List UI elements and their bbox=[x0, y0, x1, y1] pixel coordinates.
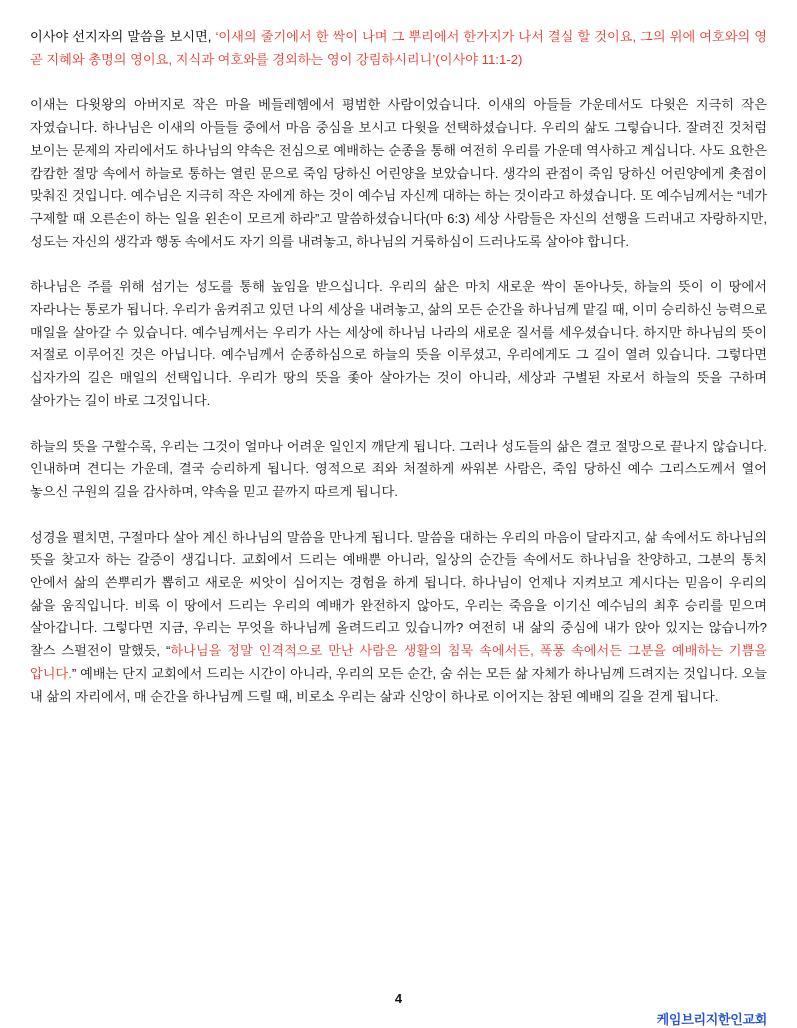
paragraph-scripture bbox=[30, 26, 767, 71]
paragraph-body-4-text-after: ” 예배는 단지 교회에서 드리는 시간이 아니라, 우리의 모든 순간, 숨 쉬는 모든 삶 자체가 하나님께 드려지는 것입니다. 오늘 내 삶의 자리에서, 매 순간을 하나님께 드릴 때, 비로소 우리는 삶과 신앙이 하나로 이어지는 참된 예배의 길을 걷게 됩니다. bbox=[30, 665, 767, 704]
page-number: 4 bbox=[394, 991, 403, 1006]
paragraph-body-1: 이새는 다윗왕의 아버지로 작은 마을 베들레헴에서 평범한 사람이었습니다. 이새의 아들들 가운데서도 다윗은 지극히 작은 자였습니다. 하나님은 이새의 아들들 중에서 마음 중심을 보시고 다윗을 선택하셨습니다. 우리의 삶도 그렇습니다. 잘려진 것처럼 보이는 문제의 자리에서도 하나님의 약속은 전심으로 예배하는 순종을 통해 여전히 우리를 가운데 역사하고 계십니다. 사도 요한은 캄캄한 절망 속에서 하늘로 통하는 열린 문으로 죽임 당하신 어린양을 보았습니다. 생각의 관점이 죽임 당하신 어린양에게 촛점이 맞춰진 것입니다. 예수님은 지극히 작은 자에게 하는 것이 예수님 자신께 대하는 하는 것이라고 하셨습니다. 또 예수님께서는 “네가 구제할 때 오른손이 하는 일을 왼손이 모르게 하라”고 말씀하셨습니다(마 6:3) 세상 사람들은 자신의 선행을 드러내고 자랑하지만, 성도는 자신의 생각과 행동 속에서도 자기 의를 내려놓고, 하나님의 거룩하심이 드러나도록 살아야 합니다. bbox=[30, 97, 767, 249]
paragraph-body-3: 하늘의 뜻을 구할수록, 우리는 그것이 얼마나 어려운 일인지 깨닫게 됩니다. 그러나 성도들의 삶은 결코 절망으로 끝나지 않습니다. 인내하며 견디는 가운데, 결국 승리하게 됩니다. 영적으로 죄와 처절하게 싸워본 사람은, 죽임 당하신 예수 그리스도께서 열어 놓으신 구원의 길을 감사하며, 약속을 믿고 끝까지 따르게 됩니다. bbox=[30, 438, 767, 499]
scripture-lead-text: 이사야 선지자의 말씀을 보시면, bbox=[30, 29, 216, 44]
paragraph-body-4-text-before: 성경을 펼치면, 구절마다 살아 계신 하나님의 말씀을 만나게 됩니다. 말씀을 대하는 우리의 마음이 달라지고, 삶 속에서도 하나님의 뜻을 찾고자 하는 갈증이 생깁니다. 교회에서 드리는 예배뿐 아니라, 일상의 순간들 속에서도 하나님을 찬양하고, 그분의 통치 안에서 삶의 쓴뿌리가 뽑히고 새로운 씨앗이 심어지는 경험을 하게 됩니다. 하나님이 언제나 지켜보고 계시다는 믿음이 우리의 삶을 움직입니다. 비록 이 땅에서 드리는 우리의 예배가 완전하지 않아도, 우리는 죽음을 이기신 예수님의 최후 승리를 믿으며 살아갑니다. 그렇다면 지금, 우리는 무엇을 하나님께 올려드리고 있습니까? 여전히 내 삶의 중심에 내가 앉아 있지는 않습니까? 찰스 스펄전이 말했듯, “ bbox=[30, 529, 767, 659]
church-name: 케임브리지한인교회 bbox=[656, 1012, 767, 1027]
paragraph-body-2: 하나님은 주를 위해 섬기는 성도를 통해 높임을 받으십니다. 우리의 삶은 마치 새로운 싹이 돋아나듯, 하늘의 뜻이 이 땅에서 자라나는 통로가 됩니다. 우리가 움켜쥐고 있던 나의 세상을 내려놓고, 삶의 모든 순간을 하나님께 맡길 때, 이미 승리하신 능력으로 매일을 살아갈 수 있습니다. 예수님께서는 우리가 사는 세상에 하나님 나라의 새로운 질서를 세우셨습니다. 하지만 하나님의 뜻이 저절로 이루어진 것은 아닙니다. 예수님께서 순종하심으로 하늘의 뜻을 이루셨고, 우리에게도 그 길이 열려 있습니다. 그렇다면 십자가의 길은 매일의 선택입니다. 우리가 땅의 뜻을 좇아 살아가는 것이 아니라, 세상과 구별된 자로서 하늘의 뜻을 구하며 살아가는 길이 바로 그것입니다. bbox=[30, 279, 767, 408]
spurgeon-quote-text: 하나님을 정말 인격적으로 만난 사람은 생활의 침묵 속에서든, 폭풍 속에서든 그분을 예배하는 기쁨을 압니다. bbox=[30, 643, 767, 681]
paragraph-body-4 bbox=[30, 527, 767, 709]
page-footer bbox=[0, 991, 797, 1027]
scripture-quote-text: ‘이새의 줄기에서 한 싹이 나며 그 뿌리에서 한가지가 나서 결실 할 것이요, 그의 위에 여호와의 영 곧 지혜와 총명의 영이요, 지식과 여호와를 경외하는 영이 강림하시리니’(이사야 11:1-2) bbox=[30, 29, 767, 67]
